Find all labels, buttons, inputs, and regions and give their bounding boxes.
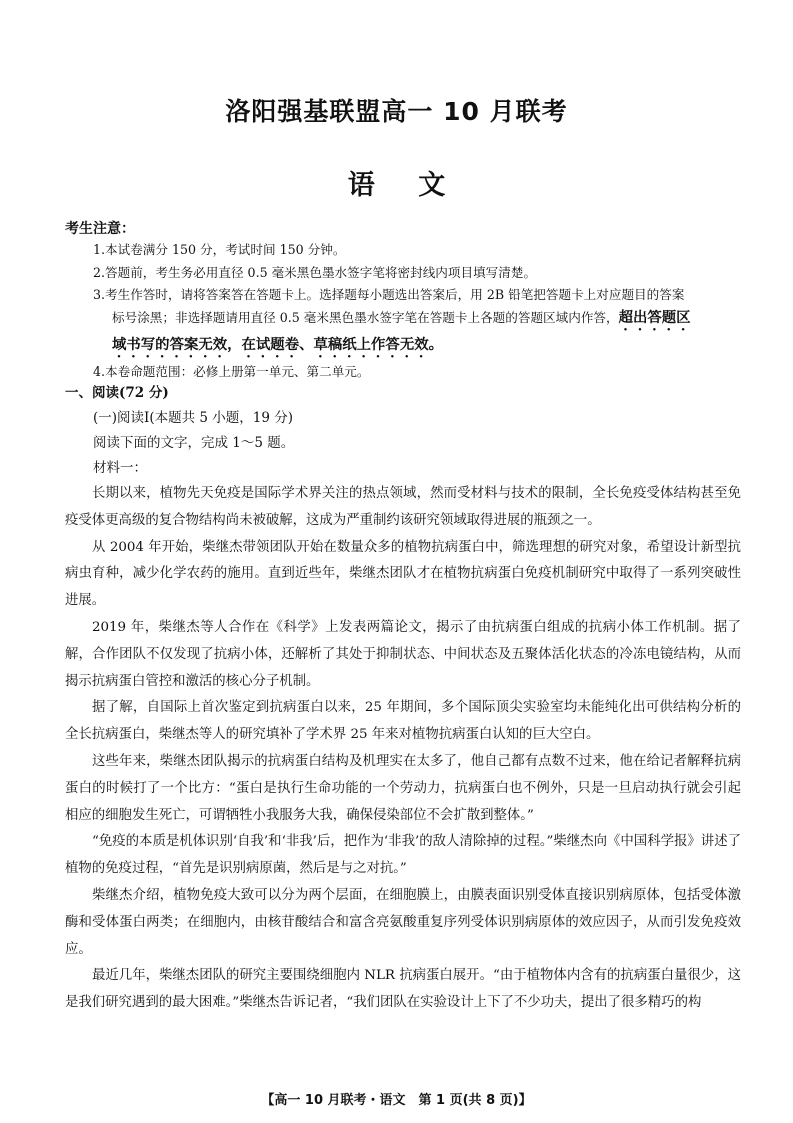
page-footer: 【高一 10 月联考・语文 第 1 页(共 8 页)】	[261, 1093, 532, 1108]
notice-item-3	[93, 284, 743, 307]
notice-item-1: 1.本试卷满分 150 分，考试时间 150 分钟。	[93, 242, 346, 257]
passage-paragraph-5: 这些年来，柴继杰团队揭示的抗病蛋白结构及机理实在太多了，他自己都有点数不过来，他在给记者解释抗病蛋白的时候打了一个比方：“蛋白是执行生命功能的一个劳动力，抗病蛋白也不例外，只是一旦启动执行就会引起相应的细胞发生死亡，可谓牺牲小我服务大我，确保侵染部位不会扩散到整体。”	[65, 753, 741, 823]
notice-item-4: 4.本卷命题范围：必修上册第一单元、第二单元。	[93, 363, 370, 379]
reading-instruction: 阅读下面的文字，完成 1～5 题。	[93, 435, 295, 451]
passage-paragraph-6: “免疫的本质是机体识别‘自我’和‘非我’后，把作为‘非我’的敌人清除掉的过程。”柴继杰向《中国科学报》讲述了植物的免疫过程，“首先是识别病原菌，然后是与之对抗。”	[65, 834, 741, 877]
passage-paragraph-2: 从 2004 年开始，柴继杰带领团队开始在数量众多的植物抗病蛋白中，筛选理想的研究对象，希望设计新型抗病虫育种，减少化学农药的施用。直到近些年，柴继杰团队才在植物抗病蛋白免疫机制研究中取得了一系列突破性进展。	[65, 539, 741, 609]
subsection-heading: (一)阅读Ⅰ(本题共 5 小题，19 分)	[93, 410, 294, 426]
notice-item-3-emphasis-2: 域书写的答案无效，在试题卷、草稿纸上作答无效。	[112, 336, 443, 353]
exam-title: 洛阳强基联盟高一 10 月联考	[225, 97, 568, 126]
passage-paragraph-3: 2019 年，柴继杰等人合作在《科学》上发表两篇论文，揭示了由抗病蛋白组成的抗病小体工作机制。据了解，合作团队不仅发现了抗病小体，还解析了其处于抑制状态、中间状态及五聚体活化状态的冷冻电镜结构，从而揭示抗病蛋白管控和激活的核心分子机制。	[65, 619, 741, 689]
passage-paragraph-4: 据了解，自国际上首次鉴定到抗病蛋白以来，25 年期间，多个国际顶尖实验室均未能纯化出可供结构分析的全长抗病蛋白，柴继杰等人的研究填补了学术界 25 年来对植物抗病蛋白认知的巨大空白。	[65, 700, 741, 743]
passage-paragraph-1: 长期以来，植物先天免疫是国际学术界关注的热点领域，然而受材料与技术的限制，全长免疫受体结构甚至免疫受体更高级的复合物结构尚未被破解，这成为严重制约该研究领域取得进展的瓶颈之一。	[65, 486, 741, 528]
passage	[65, 481, 741, 1017]
notice-list	[93, 239, 743, 383]
section-heading: 一、阅读(72 分)	[65, 385, 169, 401]
notice-heading: 考生注意：	[65, 221, 135, 237]
notice-item-3-emphasis-1: 超出答题区	[618, 309, 691, 326]
subject-title: 语 文	[347, 170, 446, 201]
notice-item-3-line2: 标号涂黑；非选择题请用直径 0.5 毫米黑色墨水签字笔在答题卡上各题的答题区域内作答，	[112, 309, 619, 325]
material-label: 材料一：	[93, 460, 147, 476]
passage-paragraph-7: 柴继杰介绍，植物免疫大致可以分为两个层面，在细胞膜上，由膜表面识别受体直接识别病原体，包括受体激酶和受体蛋白两类；在细胞内，由核苷酸结合和富含亮氨酸重复序列受体识别病原体的效应因子，从而引发免疫效应。	[65, 887, 741, 957]
notice-item-3-line1: 3.考生作答时，请将答案答在答题卡上。选择题每小题选出答案后，用 2B 铅笔把答题卡上对应题目的答案	[93, 287, 685, 302]
notice-item-3-cont2	[93, 334, 743, 361]
notice-item-3-cont	[93, 307, 743, 334]
notice-item-2: 2.答题前，考生务必用直径 0.5 毫米黑色墨水签字笔将密封线内项目填写清楚。	[93, 264, 537, 280]
passage-paragraph-8: 最近几年，柴继杰团队的研究主要围绕细胞内 NLR 抗病蛋白展开。“由于植物体内含有的抗病蛋白量很少，这是我们研究遇到的最大困难。”柴继杰告诉记者，“我们团队在实验设计上下了不少功夫，提出了很多精巧的构	[65, 968, 741, 1011]
